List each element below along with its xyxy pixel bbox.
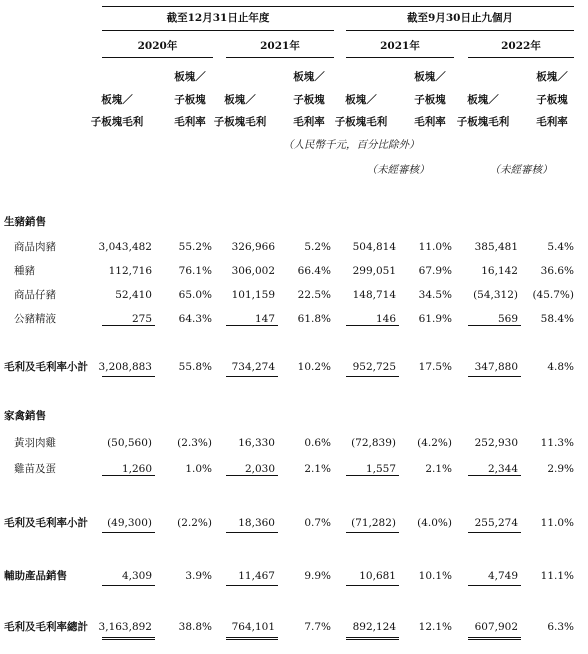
col-header-margin-line3: 毛利率	[293, 116, 325, 128]
data-cell: 299,051	[352, 265, 396, 277]
data-cell: 61.9%	[418, 313, 452, 325]
total-cell: 607,902	[474, 621, 518, 633]
subtotal-cell: (49,300)	[107, 517, 152, 529]
data-cell: (54,312)	[473, 289, 518, 301]
row-label: 商品肉豬	[14, 241, 56, 253]
header-top-rule	[102, 6, 574, 7]
subtotal-top-rule	[226, 325, 278, 326]
data-cell: 252,930	[474, 437, 518, 449]
total-double-rule	[102, 637, 155, 640]
aux-label: 輔助產品銷售	[4, 570, 67, 582]
data-cell: 76.1%	[178, 265, 212, 277]
data-cell: 2,344	[487, 463, 518, 475]
col-header-segment-profit-line2: 子板塊毛利	[456, 116, 510, 128]
aux-bottom-rule	[468, 585, 521, 586]
data-cell: 11.3%	[540, 437, 574, 449]
total-cell: 38.8%	[178, 621, 212, 633]
col-header-segment-profit-line2: 子板塊毛利	[213, 116, 267, 128]
data-cell: 101,159	[231, 289, 275, 301]
col-header-margin-line2: 子板塊	[536, 94, 568, 106]
subtotal-top-rule	[346, 325, 399, 326]
col-header-margin-line3: 毛利率	[174, 116, 206, 128]
subtotal-cell: 4.8%	[547, 361, 574, 373]
aux-cell: 4,309	[121, 570, 152, 582]
aux-cell: 11,467	[238, 570, 275, 582]
year-rule	[226, 57, 334, 58]
subtotal-top-rule	[468, 475, 521, 476]
total-double-rule	[468, 637, 521, 640]
subtotal-bottom-rule	[102, 532, 155, 533]
data-cell: (4.2%)	[417, 437, 452, 449]
data-cell: 5.2%	[304, 241, 331, 253]
aux-cell: 10.1%	[418, 570, 452, 582]
aux-bottom-rule	[346, 585, 399, 586]
subtotal-bottom-rule	[346, 532, 399, 533]
data-cell: 55.2%	[178, 241, 212, 253]
data-cell: 22.5%	[297, 289, 331, 301]
data-cell: 306,002	[231, 265, 275, 277]
aux-cell: 9.9%	[304, 570, 331, 582]
subtotal-bottom-rule	[346, 376, 399, 377]
unaudited-note-2022: （未經審核）	[489, 164, 553, 176]
data-cell: 2.1%	[304, 463, 331, 475]
data-cell: 275	[131, 313, 152, 325]
section-title: 生豬銷售	[4, 216, 46, 228]
data-cell: 504,814	[352, 241, 396, 253]
aux-cell: 10,681	[359, 570, 396, 582]
section-title: 家禽銷售	[4, 410, 46, 422]
total-cell: 6.3%	[547, 621, 574, 633]
year-rule	[468, 57, 574, 58]
aux-bottom-rule	[102, 585, 155, 586]
year-heading: 2021年	[380, 40, 420, 52]
data-cell: 66.4%	[297, 265, 331, 277]
period-fy-rule	[102, 30, 334, 31]
col-header-margin-line3: 毛利率	[414, 116, 446, 128]
total-cell: 764,101	[231, 621, 275, 633]
data-cell: 67.9%	[418, 265, 452, 277]
total-cell: 892,124	[352, 621, 396, 633]
total-cell: 12.1%	[418, 621, 452, 633]
col-header-margin-line2: 子板塊	[293, 94, 325, 106]
data-cell: 34.5%	[418, 289, 452, 301]
data-cell: 385,481	[474, 241, 518, 253]
subtotal-cell: 0.7%	[304, 517, 331, 529]
year-rule	[346, 57, 454, 58]
subtotal-label: 毛利及毛利率小計	[4, 361, 88, 373]
total-cell: 7.7%	[304, 621, 331, 633]
subtotal-cell: (2.2%)	[177, 517, 212, 529]
subtotal-cell: 18,360	[238, 517, 275, 529]
period-9m-rule	[346, 30, 574, 31]
period-9m-heading: 截至9月30日止九個月	[407, 12, 513, 24]
subtotal-cell: 952,725	[352, 361, 396, 373]
row-label: 種豬	[14, 265, 35, 277]
total-label: 毛利及毛利率總計	[4, 621, 88, 633]
data-cell: 5.4%	[547, 241, 574, 253]
data-cell: 1,260	[121, 463, 152, 475]
data-cell: 0.6%	[304, 437, 331, 449]
subtotal-cell: (4.0%)	[417, 517, 452, 529]
year-heading: 2020年	[137, 40, 178, 52]
period-fy-heading: 截至12月31日止年度	[166, 12, 270, 24]
subtotal-bottom-rule	[468, 376, 521, 377]
data-cell: (72,839)	[351, 437, 396, 449]
data-cell: 1.0%	[185, 463, 212, 475]
year-rule	[102, 57, 213, 58]
data-cell: 569	[497, 313, 518, 325]
subtotal-cell: 55.8%	[178, 361, 212, 373]
subtotal-top-rule	[226, 475, 278, 476]
subtotal-top-rule	[468, 325, 521, 326]
data-cell: 58.4%	[540, 313, 574, 325]
col-header-segment-profit-line1: 板塊／	[224, 94, 256, 106]
subtotal-bottom-rule	[102, 376, 155, 377]
col-header-margin-line1: 板塊／	[536, 71, 568, 83]
row-label: 黃羽肉雞	[14, 437, 56, 449]
col-header-segment-profit-line1: 板塊／	[345, 94, 377, 106]
subtotal-bottom-rule	[226, 532, 278, 533]
subtotal-bottom-rule	[468, 532, 521, 533]
subtotal-cell: 10.2%	[297, 361, 331, 373]
data-cell: (45.7%)	[532, 289, 574, 301]
aux-cell: 4,749	[487, 570, 518, 582]
subtotal-cell: 347,880	[474, 361, 518, 373]
subtotal-cell: 17.5%	[418, 361, 452, 373]
data-cell: 64.3%	[178, 313, 212, 325]
data-cell: 2.9%	[547, 463, 574, 475]
subtotal-cell: 255,274	[474, 517, 518, 529]
total-double-rule	[226, 637, 278, 640]
data-cell: 65.0%	[178, 289, 212, 301]
subtotal-top-rule	[102, 475, 155, 476]
data-cell: 148,714	[352, 289, 396, 301]
aux-cell: 11.1%	[540, 570, 574, 582]
col-header-segment-profit-line1: 板塊／	[101, 94, 133, 106]
unaudited-note-2021: （未經審核）	[366, 164, 430, 176]
data-cell: 16,330	[238, 437, 275, 449]
data-cell: 16,142	[481, 265, 518, 277]
aux-cell: 3.9%	[185, 570, 212, 582]
data-cell: 147	[254, 313, 275, 325]
year-heading: 2022年	[501, 40, 541, 52]
col-header-margin-line1: 板塊／	[293, 71, 325, 83]
col-header-margin-line3: 毛利率	[536, 116, 568, 128]
row-label: 雞苗及蛋	[14, 463, 56, 475]
subtotal-cell: 3,208,883	[98, 361, 152, 373]
col-header-margin-line1: 板塊／	[174, 71, 206, 83]
data-cell: (2.3%)	[177, 437, 212, 449]
subtotal-cell: 734,274	[231, 361, 275, 373]
data-cell: 3,043,482	[98, 241, 152, 253]
col-header-segment-profit-line1: 板塊／	[467, 94, 499, 106]
data-cell: 36.6%	[540, 265, 574, 277]
row-label: 公豬精液	[14, 313, 56, 325]
col-header-segment-profit-line2: 子板塊毛利	[90, 116, 144, 128]
data-cell: 2.1%	[425, 463, 452, 475]
data-cell: 11.0%	[418, 241, 452, 253]
col-header-margin-line2: 子板塊	[174, 94, 206, 106]
subtotal-label: 毛利及毛利率小計	[4, 517, 88, 529]
subtotal-top-rule	[346, 475, 399, 476]
data-cell: 146	[375, 313, 396, 325]
total-cell: 3,163,892	[98, 621, 152, 633]
data-cell: 52,410	[115, 289, 152, 301]
subtotal-cell: (71,282)	[351, 517, 396, 529]
aux-bottom-rule	[226, 585, 278, 586]
data-cell: 1,557	[365, 463, 396, 475]
year-heading: 2021年	[260, 40, 300, 52]
unit-note: （人民幣千元，百分比除外）	[283, 139, 420, 151]
subtotal-bottom-rule	[226, 376, 278, 377]
data-cell: 61.8%	[297, 313, 331, 325]
col-header-margin-line2: 子板塊	[414, 94, 446, 106]
data-cell: 326,966	[231, 241, 275, 253]
col-header-segment-profit-line2: 子板塊毛利	[334, 116, 388, 128]
subtotal-cell: 11.0%	[540, 517, 574, 529]
data-cell: (50,560)	[107, 437, 152, 449]
subtotal-top-rule	[102, 325, 155, 326]
row-label: 商品仔豬	[14, 289, 56, 301]
data-cell: 112,716	[108, 265, 152, 277]
total-double-rule	[346, 637, 399, 640]
col-header-margin-line1: 板塊／	[414, 71, 446, 83]
data-cell: 2,030	[244, 463, 275, 475]
